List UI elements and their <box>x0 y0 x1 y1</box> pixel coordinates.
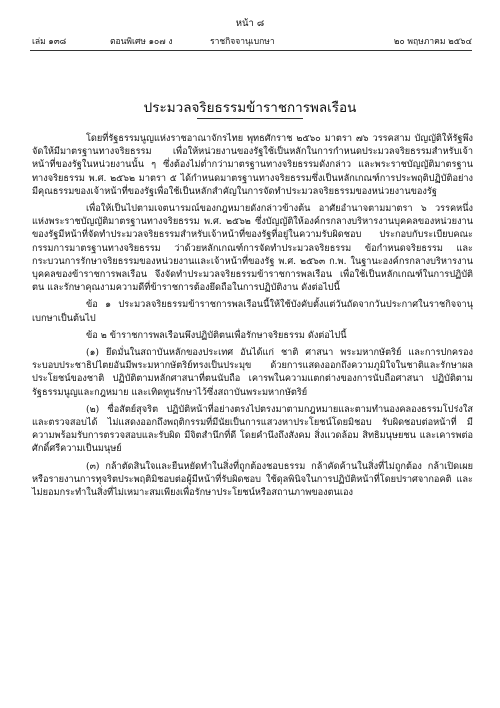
preamble-paragraph: โดยที่รัฐธรรมนูญแห่งราชอาณาจักรไทย พุทธศักราช ๒๕๖๐ มาตรา ๗๖ วรรคสาม บัญญัติให้รัฐพึงจัดให้มีมาตรฐานทางจริยธรรม เพื่อให้หน่วยงานของรัฐใช้เป็นหลักในการกำหนดประมวลจริยธรรมสำหรับเจ้าหน้าที่ของรัฐในหน่วยงานนั้น ๆ ซึ่งต้องไม่ต่ำกว่ามาตรฐานทางจริยธรรมดังกล่าว และพระราชบัญญัติมาตรฐานทางจริยธรรม พ.ศ. ๒๕๖๒ มาตรา ๕ ได้กำหนดมาตรฐานทางจริยธรรมซึ่งเป็นหลักเกณฑ์การประพฤติปฏิบัติอย่างมีคุณธรรมของเจ้าหน้าที่ของรัฐเพื่อใช้เป็นหลักสำคัญในการจัดทำประมวลจริยธรรมของหน่วยงานของรัฐ <box>32 133 473 197</box>
clause-2-item-3: (๓) กล้าตัดสินใจและยืนหยัดทำในสิ่งที่ถูกต้องชอบธรรม กล้าคัดค้านในสิ่งที่ไม่ถูกต้อง กล้าเปิดเผยหรือรายงานการทุจริตประพฤติมิชอบต่อผู้มีหน้าที่รับผิดชอบ ใช้ดุลพินิจในการปฏิบัติหน้าที่โดยปราศจากอคติ และไม่ยอมกระทำในสิ่งที่ไม่เหมาะสมเพียงเพื่อรักษาประโยชน์หรือสถานภาพของตนเอง <box>32 460 473 499</box>
title-underline <box>197 118 303 119</box>
clause-2-item-2: (๒) ซื่อสัตย์สุจริต ปฏิบัติหน้าที่อย่างตรงไปตรงมาตามกฎหมายและตามทำนองคลองธรรมโปร่งใส และตรวจสอบได้ ไม่แสดงออกถึงพฤติกรรมที่มีนัยเป็นการแสวงหาประโยชน์โดยมิชอบ รับผิดชอบต่อหน้าที่ มีความพร้อมรับการตรวจสอบและรับผิด มีจิตสำนึกที่ดี โดยคำนึงถึงสังคม สิ่งแวดล้อม สิทธิมนุษยชน และเคารพต่อศักดิ์ศรีความเป็นมนุษย์ <box>32 403 473 455</box>
document-body <box>32 132 473 503</box>
page-number: หน้า ๘ <box>235 18 265 29</box>
special-section: ตอนพิเศษ ๑๐๗ ง <box>110 37 173 47</box>
gazette-name: ราชกิจจานุเบกษา <box>210 37 275 47</box>
document-title: ประมวลจริยธรรมข้าราชการพลเรือน <box>143 100 357 116</box>
clause-2: ข้อ ๒ ข้าราชการพลเรือนพึงปฏิบัติตนเพื่อรักษาจริยธรรม ดังต่อไปนี้ <box>86 329 347 341</box>
volume-number: เล่ม ๑๓๘ <box>32 37 67 47</box>
gazette-header <box>32 34 472 48</box>
clause-2-item-1: (๑) ยึดมั่นในสถาบันหลักของประเทศ อันได้แก่ ชาติ ศาสนา พระมหากษัตริย์ และการปกครองระบอบประชาธิปไตยอันมีพระมหากษัตริย์ทรงเป็นประมุข ด้วยการแสดงออกถึงความภูมิใจในชาติและรักษาผลประโยชน์ของชาติ ปฏิบัติตามหลักศาสนาที่ตนนับถือ เคารพในความแตกต่างของการนับถือศาสนา ปฏิบัติตามรัฐธรรมนูญและกฎหมาย และเทิดทูนรักษาไว้ซึ่งสถาบันพระมหากษัตริย์ <box>32 347 473 398</box>
clause-1: ข้อ ๑ ประมวลจริยธรรมข้าราชการพลเรือนนี้ให้ใช้บังคับตั้งแต่วันถัดจากวันประกาศในราชกิจจานุเบกษาเป็นต้นไป <box>32 299 473 324</box>
publication-date: ๒๐ พฤษภาคม ๒๕๖๔ <box>393 37 472 47</box>
header-divider <box>30 50 472 51</box>
authority-paragraph: เพื่อให้เป็นไปตามเจตนารมณ์ของกฎหมายดังกล่าวข้างต้น อาศัยอำนาจตามมาตรา ๖ วรรคหนึ่ง แห่งพระราชบัญญัติมาตรฐานทางจริยธรรม พ.ศ. ๒๕๖๒ ซึ่งบัญญัติให้องค์กรกลางบริหารงานบุคคลของหน่วยงานของรัฐมีหน้าที่จัดทำประมวลจริยธรรมสำหรับเจ้าหน้าที่ของรัฐที่อยู่ในความรับผิดชอบ ประกอบกับระเบียบคณะกรรมการมาตรฐานทางจริยธรรม ว่าด้วยหลักเกณฑ์การจัดทำประมวลจริยธรรม ข้อกำหนดจริยธรรม และกระบวนการรักษาจริยธรรมของหน่วยงานและเจ้าหน้าที่ของรัฐ พ.ศ. ๒๕๖๓ ก.พ. ในฐานะองค์กรกลางบริหารงานบุคคลของข้าราชการพลเรือน จึงจัดทำประมวลจริยธรรมข้าราชการพลเรือน เพื่อใช้เป็นหลักเกณฑ์ในการปฏิบัติตน และรักษาคุณงามความดีที่ข้าราชการต้องยึดถือในการปฏิบัติงาน ดังต่อไปนี้ <box>32 203 473 294</box>
